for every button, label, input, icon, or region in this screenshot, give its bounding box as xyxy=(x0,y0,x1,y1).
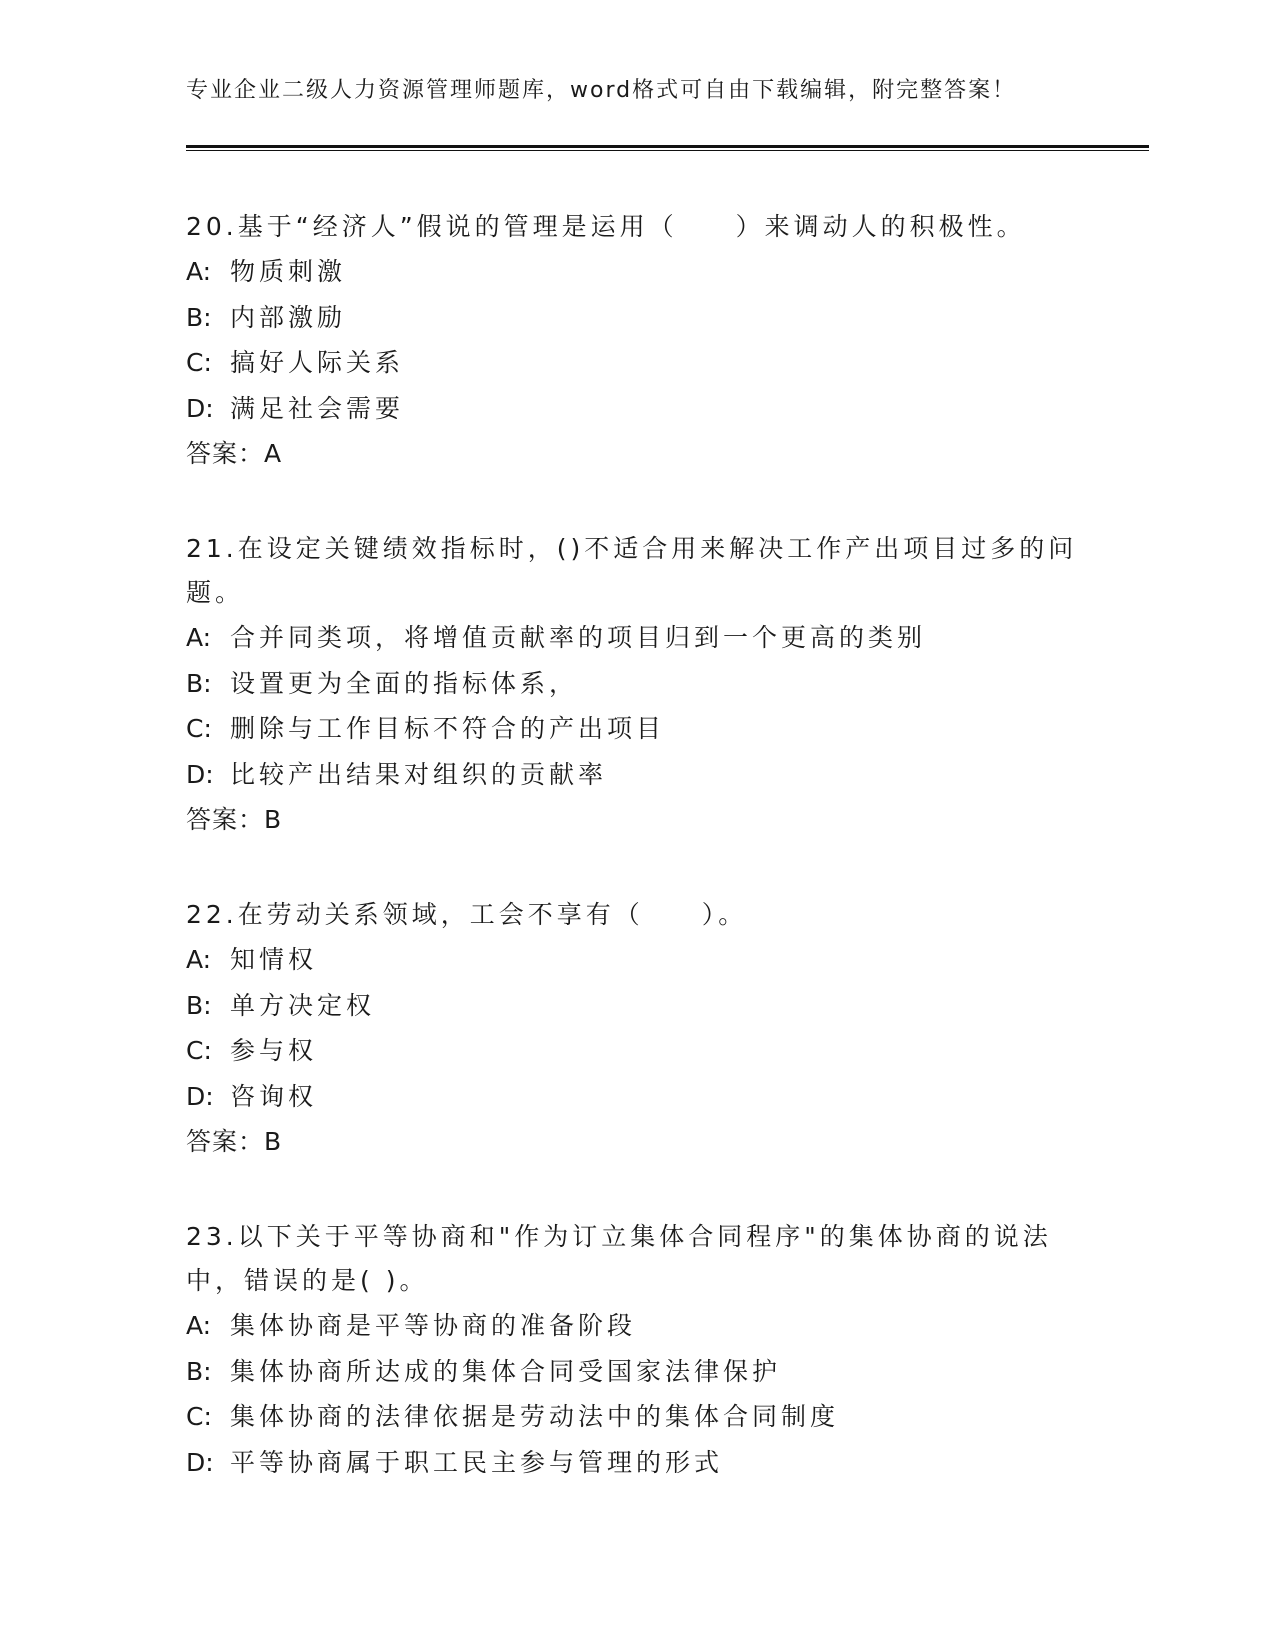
option-letter: C: xyxy=(186,1036,212,1065)
option-text: 参与权 xyxy=(230,1036,318,1065)
question-stem: 21.在设定关键绩效指标时，()不适合用来解决工作产出项目过多的问题。 xyxy=(186,534,1078,607)
option-c xyxy=(186,706,1086,752)
question-list xyxy=(186,205,1086,1535)
option-c xyxy=(186,340,1086,386)
option-letter: C: xyxy=(186,348,212,377)
question-20 xyxy=(186,205,1086,477)
option-letter: B: xyxy=(186,1356,212,1386)
header-rule-thin xyxy=(186,150,1149,151)
option-text: 搞好人际关系 xyxy=(230,348,405,377)
option-b xyxy=(186,983,1086,1029)
option-b xyxy=(186,295,1086,341)
option-letter: D: xyxy=(186,393,214,423)
option-a xyxy=(186,1303,1086,1349)
option-text: 集体协商所达成的集体合同受国家法律保护 xyxy=(230,1356,782,1386)
question-23 xyxy=(186,1215,1086,1485)
answer-line: 答案：B xyxy=(186,1127,283,1156)
option-text: 合并同类项，将增值贡献率的项目归到一个更高的类别 xyxy=(230,623,927,652)
option-text: 平等协商属于职工民主参与管理的形式 xyxy=(230,1447,724,1477)
option-a xyxy=(186,615,1086,661)
option-letter: A: xyxy=(186,945,212,974)
answer-line: 答案：B xyxy=(186,805,283,834)
answer-line: 答案：A xyxy=(186,439,283,468)
option-text: 满足社会需要 xyxy=(230,393,405,423)
option-letter: B: xyxy=(186,990,212,1020)
option-a xyxy=(186,249,1086,295)
option-text: 知情权 xyxy=(230,945,318,974)
option-letter: B: xyxy=(186,668,212,698)
option-letter: D: xyxy=(186,1081,214,1111)
header-rule-thick xyxy=(186,145,1149,148)
option-letter: B: xyxy=(186,302,212,332)
option-text: 集体协商的法律依据是劳动法中的集体合同制度 xyxy=(230,1402,840,1431)
question-stem: 22.在劳动关系领域，工会不享有（ ）。 xyxy=(186,900,748,929)
option-text: 比较产出结果对组织的贡献率 xyxy=(230,759,608,789)
option-text: 单方决定权 xyxy=(230,990,376,1020)
question-21 xyxy=(186,527,1086,843)
question-stem: 20.基于“经济人”假说的管理是运用（ ）来调动人的积极性。 xyxy=(186,212,1026,241)
option-letter: D: xyxy=(186,1447,214,1477)
option-letter: A: xyxy=(186,623,212,652)
question-22 xyxy=(186,893,1086,1165)
option-letter: A: xyxy=(186,257,212,286)
option-d xyxy=(186,1440,1086,1486)
option-d xyxy=(186,752,1086,798)
option-d xyxy=(186,1074,1086,1120)
question-stem: 23.以下关于平等协商和"作为订立集体合同程序"的集体协商的说法中，错误的是( )。 xyxy=(186,1222,1052,1295)
option-text: 咨询权 xyxy=(230,1081,318,1111)
page-header: 专业企业二级人力资源管理师题库，word格式可自由下载编辑，附完整答案！ xyxy=(186,78,1017,103)
option-b xyxy=(186,661,1086,707)
option-c xyxy=(186,1028,1086,1074)
option-c xyxy=(186,1394,1086,1440)
option-letter: C: xyxy=(186,1402,212,1431)
option-text: 设置更为全面的指标体系， xyxy=(230,668,579,698)
option-a xyxy=(186,937,1086,983)
option-text: 集体协商是平等协商的准备阶段 xyxy=(230,1311,637,1340)
option-text: 内部激励 xyxy=(230,302,347,332)
option-letter: A: xyxy=(186,1311,212,1340)
option-text: 删除与工作目标不符合的产出项目 xyxy=(230,714,666,743)
option-text: 物质刺激 xyxy=(230,257,347,286)
option-d xyxy=(186,386,1086,432)
option-letter: C: xyxy=(186,714,212,743)
option-b xyxy=(186,1349,1086,1395)
option-letter: D: xyxy=(186,759,214,789)
